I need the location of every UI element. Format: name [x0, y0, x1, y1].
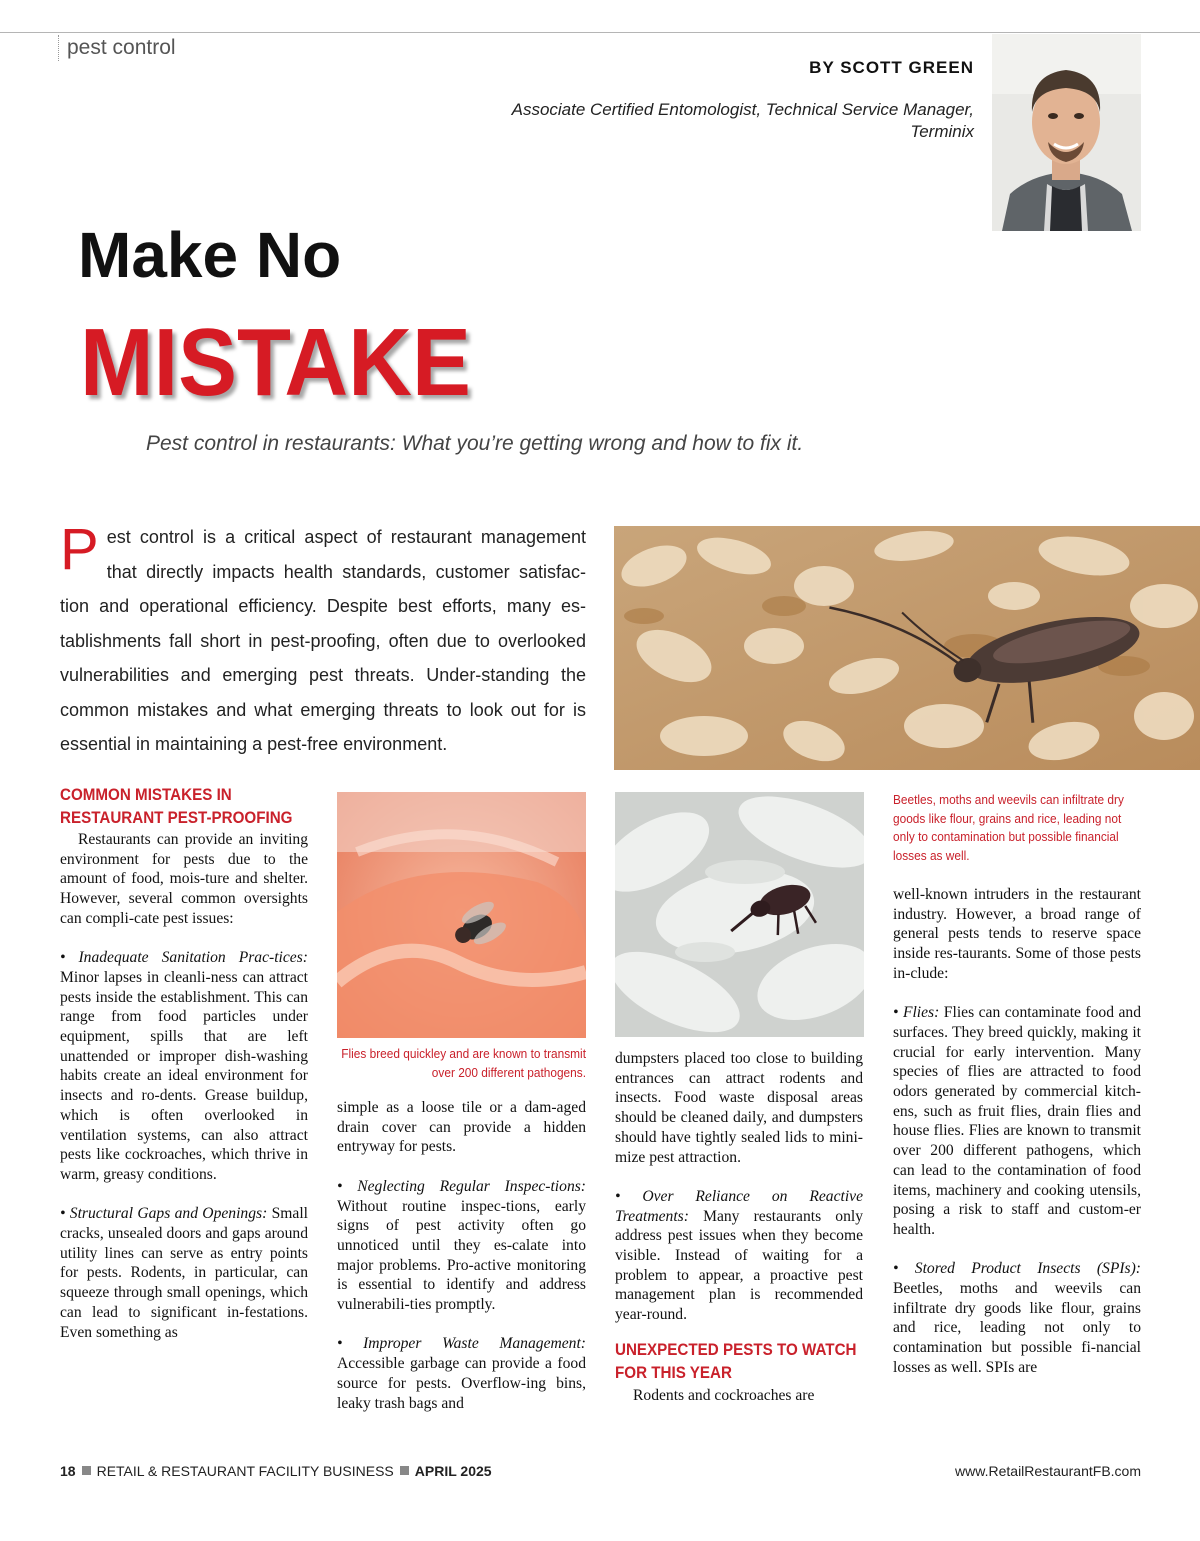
bullet-text: Minor lapses in cleanli-ness can attract pests inside the establishment. This can range from food particles under equipment, spills that are left unattended or improper dish-washing habits create an ideal environment for insects and ro-dents. Grease buildup, which is often overlooked in ventilation systems, can also attract pests like cockroaches, which thrive in warm, greasy conditions.: [60, 968, 308, 1183]
bullet-paragraph: [893, 1259, 1141, 1377]
bullet-paragraph: [60, 948, 308, 1184]
drop-cap: P: [60, 517, 99, 582]
page-number: 18: [60, 1463, 76, 1479]
fly-on-shrimp-photo: [337, 792, 586, 1038]
author-photo: [992, 34, 1141, 231]
website-url: www.RetailRestaurantFB.com: [955, 1463, 1141, 1479]
bullet-paragraph: [615, 1187, 863, 1325]
caption-stored-product-insects: Beetles, moths and weevils can infiltrate dry goods like flour, grains and rice, leading not only to contamination but possible financial losses as well.: [893, 792, 1124, 863]
paragraph: well-known intruders in the restaurant industry. However, a broad range of general pests tends to reserve space inside res-taurants. Some of those pests in-clude:: [893, 886, 1141, 982]
article-column-4: [893, 885, 1141, 1378]
byline: BY SCOTT GREEN: [809, 58, 974, 77]
headline-line2: MISTAKE: [80, 309, 471, 416]
bullet-lead: • Inadequate Sanitation Prac-tices:: [60, 949, 308, 967]
page-footer: [60, 1463, 492, 1479]
intro-paragraph: [60, 517, 586, 762]
author-title-line1: Associate Certified Entomologist, Technical Service Manager,: [511, 100, 974, 119]
paragraph: simple as a loose tile or a dam-aged drain cover can provide a hidden entryway for pests.: [337, 1099, 586, 1156]
section-tag: pest control: [58, 35, 176, 61]
bullet-lead: • Neglecting Regular Inspec-tions:: [337, 1177, 586, 1195]
paragraph: dumpsters placed too close to building entrances can attract rodents and insects. Food waste disposal areas should be cleaned daily, and dumpsters should have tightly sealed lids to mini-mize pest attraction.: [615, 1050, 863, 1166]
issue-date: APRIL 2025: [414, 1463, 492, 1479]
bullet-paragraph: [893, 1003, 1141, 1239]
bullet-text: Beetles, moths and weevils can infiltrate dry goods like flour, grains and rice, leading not only to contamination but possible fi-nancial losses as well. SPIs are: [893, 1280, 1141, 1376]
bullet-text: Accessible garbage can provide a food source for pests. Overflow-ing bins, leaky trash bags and: [337, 1355, 586, 1412]
bullet-text: Flies can contaminate food and surfaces. They breed quickly, making it crucial for early intervention. Many species of flies are attracted to food odors generated by commercial kitch-ens, such as fruit flies, drain flies and house flies. Flies are known to transmit over 200 different pathogens, which can lead to the contamination of food items, machinery and cooking utensils, posing a risk to staff and custom-er health.: [893, 1004, 1142, 1238]
bullet-lead: • Stored Product Insects (SPIs):: [893, 1260, 1141, 1278]
subhead-unexpected-pests: UNEXPECTED PESTS TO WATCH FOR THIS YEAR: [615, 1340, 857, 1382]
bullet-paragraph: [337, 1177, 586, 1315]
author-title: [454, 99, 974, 143]
weevil-on-rice-photo: [615, 792, 864, 1037]
top-rule: [0, 32, 1200, 33]
bullet-lead: • Structural Gaps and Openings:: [60, 1205, 268, 1223]
moth-on-grain-photo: [614, 526, 1200, 770]
headline-line1: Make No: [78, 219, 342, 291]
publication-name: RETAIL & RESTAURANT FACILITY BUSINESS: [96, 1463, 394, 1479]
bullet-lead: • Improper Waste Management:: [337, 1335, 586, 1353]
bullet-lead: • Flies:: [893, 1004, 940, 1022]
subhead-common-mistakes: COMMON MISTAKES IN RESTAURANT PEST-PROOFING: [60, 786, 293, 827]
square-separator-icon: [82, 1466, 91, 1475]
author-title-line2: Terminix: [910, 122, 974, 141]
square-separator-icon: [400, 1466, 409, 1475]
bullet-paragraph: [60, 1204, 308, 1342]
deck: Pest control in restaurants: What you’re getting wrong and how to fix it.: [146, 432, 804, 455]
article-column-2: [337, 1098, 586, 1413]
caption-fly: Flies breed quickley and are known to transmit over 200 different pathogens.: [341, 1046, 586, 1080]
paragraph: Rodents and cockroaches are: [633, 1386, 815, 1404]
bullet-paragraph: [337, 1334, 586, 1413]
article-column-3: [615, 1049, 863, 1406]
intro-text: est control is a critical aspect of restaurant management that directly impacts health standards, customer satisfac-tion and operational efficiency. Despite best efforts, many es-tablishments fall short in pest-proofing, often due to overlooked vulnerabilities and emerging pest threats. Under-standing the common mistakes and what emerging threats to look out for is essential in maintaining a pest-free environment.: [60, 527, 586, 754]
bullet-text: Small cracks, unsealed doors and gaps around utility lines can serve as entry points for pests. Rodents, in particular, can squeeze through small openings, which can lead to significant in-festations. Even something as: [60, 1205, 308, 1341]
paragraph: Restaurants can provide an inviting environment for pests due to the amount of food, mois-ture and shelter. However, several common oversights can compli-cate pest issues:: [60, 831, 308, 927]
bullet-text: Many restaurants only address pest issues when they become visible. Instead of waiting for a problem to appear, a proactive pest management plan is recommended year-round.: [615, 1207, 863, 1324]
bullet-lead: • Over Reliance on Reactive Treatments:: [615, 1187, 863, 1225]
article-column-1: [60, 784, 308, 1342]
bullet-text: Without routine inspec-tions, early signs of pest activity often go unnoticed until they es-calate into major problems. Pro-active monitoring is essential to identify and address vulnerabili-ties promptly.: [337, 1197, 586, 1314]
